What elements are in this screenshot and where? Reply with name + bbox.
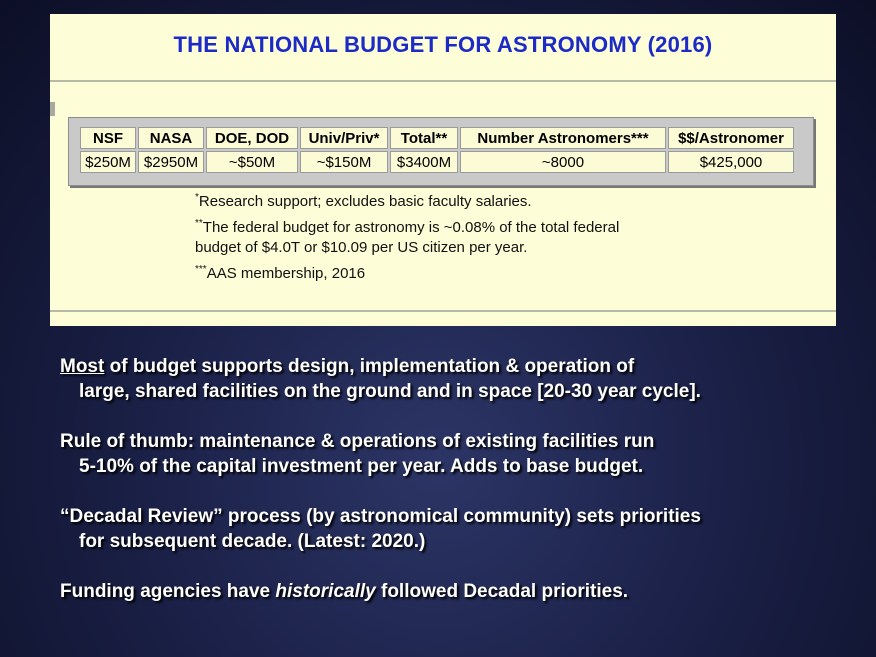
cell-dollars-per-astronomer: $425,000 bbox=[668, 151, 794, 173]
footnote-2 bbox=[195, 218, 715, 258]
paragraph-funding-agencies bbox=[60, 579, 860, 604]
header-univ-priv: Univ/Priv* bbox=[300, 127, 388, 149]
emphasis-italic: historically bbox=[275, 581, 376, 602]
table-row bbox=[80, 151, 794, 173]
cell-doe-dod: ~$50M bbox=[206, 151, 298, 173]
paragraph-text: of budget supports design, implementation & operation of bbox=[104, 356, 635, 377]
header-number-astronomers: Number Astronomers*** bbox=[460, 127, 666, 149]
paragraph-text: followed Decadal priorities. bbox=[375, 581, 629, 602]
budget-table-frame bbox=[68, 117, 814, 186]
divider bbox=[50, 102, 55, 116]
header-nasa: NASA bbox=[138, 127, 204, 149]
paragraph-text: “Decadal Review” process (by astronomical community) sets priorities bbox=[60, 506, 701, 527]
paragraph-text: large, shared facilities on the ground and in space [20-30 year cycle]. bbox=[79, 381, 701, 402]
cell-total: $3400M bbox=[390, 151, 458, 173]
header-nsf: NSF bbox=[80, 127, 136, 149]
cell-nsf: $250M bbox=[80, 151, 136, 173]
divider bbox=[50, 80, 836, 82]
divider bbox=[50, 310, 836, 312]
footnote-1 bbox=[195, 192, 715, 212]
table-header-row bbox=[80, 127, 794, 149]
header-total: Total** bbox=[390, 127, 458, 149]
paragraph-rule-of-thumb bbox=[60, 429, 860, 479]
cell-number-astronomers: ~8000 bbox=[460, 151, 666, 173]
slide-figure-panel bbox=[50, 14, 836, 326]
footnote-text: The federal budget for astronomy is ~0.08% of the total federal bbox=[202, 219, 620, 236]
footnote-mark: ** bbox=[195, 218, 203, 229]
footnotes bbox=[195, 192, 715, 290]
slide-body bbox=[60, 354, 860, 629]
footnote-3 bbox=[195, 264, 715, 284]
paragraph-text: Funding agencies have bbox=[60, 581, 276, 602]
header-dollars-per-astronomer: $$/Astronomer bbox=[668, 127, 794, 149]
emphasis-underline: Most bbox=[60, 356, 105, 377]
footnote-mark: *** bbox=[195, 264, 207, 275]
paragraph-decadal-review bbox=[60, 504, 860, 554]
paragraph-facilities bbox=[60, 354, 860, 404]
footnote-mark: * bbox=[195, 192, 199, 203]
paragraph-text: Rule of thumb: maintenance & operations of existing facilities run bbox=[60, 431, 655, 452]
budget-table bbox=[78, 125, 796, 175]
footnote-text: AAS membership, 2016 bbox=[206, 265, 366, 282]
footnote-text: budget of $4.0T or $10.09 per US citizen per year. bbox=[195, 239, 528, 256]
footnote-text: Research support; excludes basic faculty salaries. bbox=[198, 193, 532, 210]
paragraph-text: for subsequent decade. (Latest: 2020.) bbox=[79, 531, 426, 552]
figure-title: THE NATIONAL BUDGET FOR ASTRONOMY (2016) bbox=[173, 32, 713, 57]
cell-nasa: $2950M bbox=[138, 151, 204, 173]
header-doe-dod: DOE, DOD bbox=[206, 127, 298, 149]
paragraph-text: 5-10% of the capital investment per year. Adds to base budget. bbox=[79, 456, 644, 477]
cell-univ-priv: ~$150M bbox=[300, 151, 388, 173]
